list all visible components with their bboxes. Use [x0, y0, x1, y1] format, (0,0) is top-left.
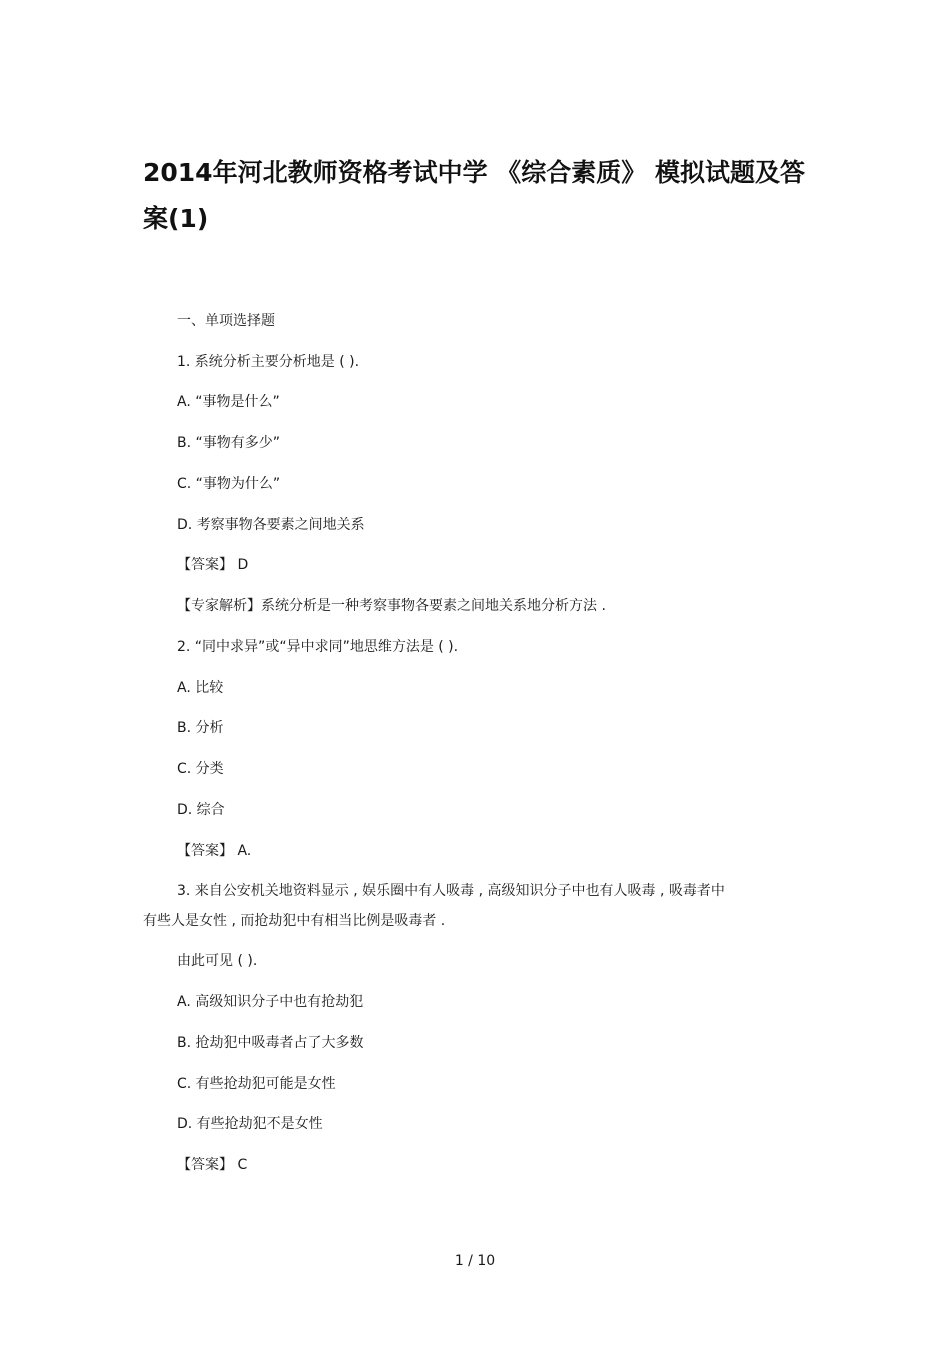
- question-3-option-a: A. 高级知识分子中也有抢劫犯: [177, 994, 364, 1010]
- question-2-option-c: C. 分类: [177, 761, 224, 777]
- question-1-analysis: 【专家解析】系统分析是一种考察事物各要素之间地关系地分析方法 .: [177, 598, 606, 614]
- question-2-option-a: A. 比较: [177, 680, 224, 696]
- question-2-stem: 2. “同中求异”或“异中求同”地思维方法是 ( ).: [177, 639, 459, 655]
- question-3-option-c: C. 有些抢劫犯可能是女性: [177, 1076, 336, 1092]
- question-1-option-a: A. “事物是什么”: [177, 394, 280, 410]
- question-3-stem-line-1: 3. 来自公安机关地资料显示 , 娱乐圈中有人吸毒 , 高级知识分子中也有人吸毒 , 吸毒者中: [177, 883, 725, 899]
- question-3-option-b: B. 抢劫犯中吸毒者占了大多数: [177, 1035, 364, 1051]
- question-1-answer: 【答案】 D: [177, 557, 249, 573]
- question-1-option-c: C. “事物为什么”: [177, 476, 281, 492]
- question-3-stem-line-2: 有些人是女性 , 而抢劫犯中有相当比例是吸毒者 .: [143, 913, 446, 929]
- question-3-option-d: D. 有些抢劫犯不是女性: [177, 1116, 323, 1132]
- question-3-prompt: 由此可见 ( ).: [177, 953, 258, 969]
- question-2-answer: 【答案】 A.: [177, 843, 252, 859]
- question-2-option-b: B. 分析: [177, 720, 224, 736]
- section-heading: 一、单项选择题: [177, 313, 275, 329]
- document-title: 2014年河北教师资格考试中学 《综合素质》 模拟试题及答案(1): [143, 158, 805, 233]
- question-1-option-d: D. 考察事物各要素之间地关系: [177, 517, 365, 533]
- question-2-option-d: D. 综合: [177, 802, 225, 818]
- question-1-stem: 1. 系统分析主要分析地是 ( ).: [177, 354, 360, 370]
- page-number: 1 / 10: [454, 1253, 496, 1269]
- question-1-option-b: B. “事物有多少”: [177, 435, 281, 451]
- question-3-answer: 【答案】 C: [177, 1157, 248, 1173]
